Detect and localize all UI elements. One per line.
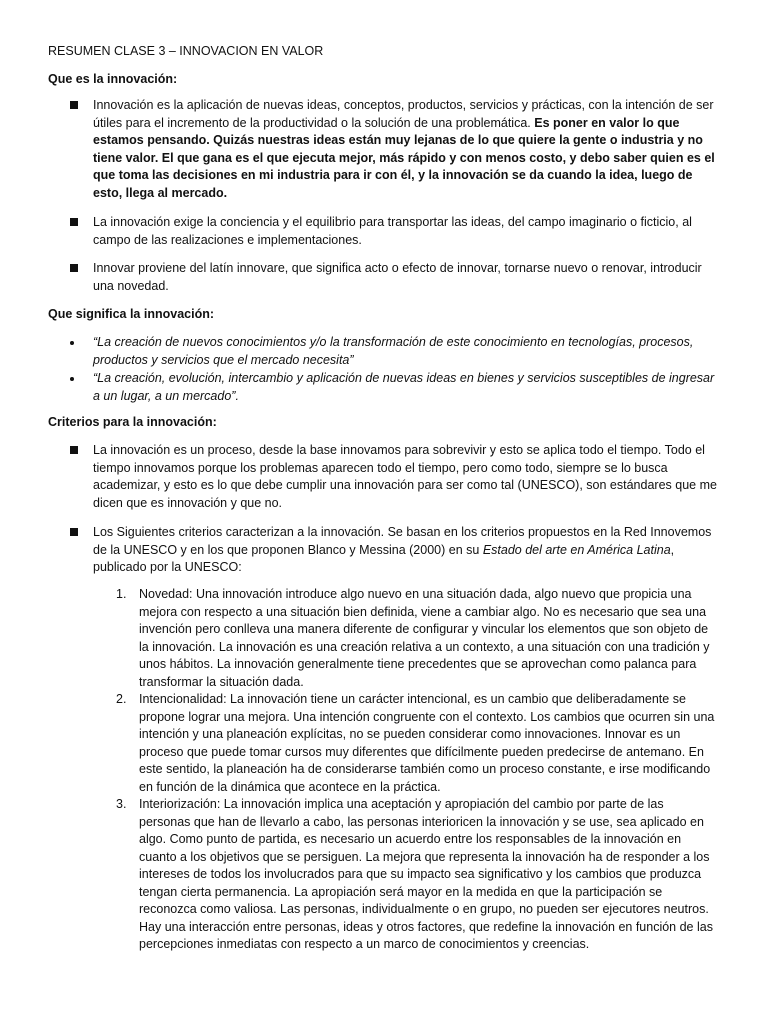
criterion-item (116, 691, 718, 796)
list-item (70, 97, 722, 202)
list-item-text: La innovación exige la conciencia y el equilibrio para transportar las ideas, del campo imaginario o ficticio, al campo de las realizaciones e implementaciones. (93, 215, 692, 247)
bullet-list-que-es (70, 97, 722, 306)
list-item (70, 442, 722, 512)
criterion-text: Interiorización: La innovación implica una aceptación y apropiación del cambio por parte de las personas que han de llevarlo a cabo, las personas interioricen la innovación y se use, sea aplicado en algo. Como punto de partida, es necesario un acuerdo entre los responsables de la innovación en cuanto a los objetivos que se persiguen. La mejora que representa la innovación ha de responder a los intereses de todos los involucrados para que su impacto sea significativo y los cambios que produzca tengan cierta permanencia. La apropiación será mayor en la medida en que la participación se reconozca como valiosa. Las personas, individualmente o en grupo, no pueden ser ejecutores neutros. Hay una interacción entre personas, ideas y otros factores, que redefine la innovación en función de las percepciones inmediatas con respecto a un marco de conocimientos y creencias. (139, 797, 713, 951)
quote-text: “La creación de nuevos conocimientos y/o la transformación de este conocimiento en tecnologías, procesos, productos y servicios que el mercado necesita” (93, 335, 694, 367)
square-bullet-icon (70, 264, 78, 272)
criterion-item (116, 796, 718, 954)
round-bullet-icon (70, 341, 74, 345)
square-bullet-icon (70, 218, 78, 226)
quote-list (70, 334, 722, 406)
list-item (70, 260, 722, 295)
list-item-text: Innovar proviene del latín innovare, que significa acto o efecto de innovar, tornarse nuevo o renovar, introducir una novedad. (93, 261, 702, 293)
document-title: RESUMEN CLASE 3 – INNOVACION EN VALOR (48, 44, 324, 58)
square-bullet-icon (70, 101, 78, 109)
quote-item (70, 370, 722, 405)
list-item (70, 524, 722, 577)
list-item-text: Innovación es la aplicación de nuevas ideas, conceptos, productos, servicios y prácticas, con la intención de ser útiles para el incremento de la productividad o la solución de una problemática. (93, 98, 714, 130)
square-bullet-icon (70, 446, 78, 454)
quote-item (70, 334, 722, 369)
criterion-item (116, 586, 718, 691)
criterion-number: 3. (116, 797, 127, 811)
criterion-number: 1. (116, 587, 127, 601)
round-bullet-icon (70, 377, 74, 381)
list-item-text: , publicado por la UNESCO: (93, 542, 675, 574)
list-item (70, 214, 722, 249)
square-bullet-icon (70, 528, 78, 536)
criteria-list (116, 586, 718, 954)
bullet-list-criterios (70, 442, 722, 588)
publication-title: Estado del arte en América Latina (482, 542, 671, 557)
criterion-text: Intencionalidad: La innovación tiene un carácter intencional, es un cambio que deliberadamente se propone lograr una mejora. Una intención congruente con el contexto. Los cambios que ocurren sin una intención y una planeación explícitas, no se pueden considerar como innovaciones. Innovar es un proceso que puede tomar cursos muy diferentes que difícilmente pueden predecirse de antemano. En este sentido, la planeación ha de considerarse también como un proceso constante, e irse modificando en función de la dinámica que acontece en la práctica. (139, 692, 715, 794)
section-heading-criterios: Criterios para la innovación: (48, 415, 217, 429)
quote-text: “La creación, evolución, intercambio y aplicación de nuevas ideas en bienes y servicios susceptibles de ingresar a un lugar, a un mercado”. (93, 371, 715, 403)
criterion-number: 2. (116, 692, 127, 706)
list-item-text: La innovación es un proceso, desde la base innovamos para sobrevivir y esto se aplica todo el tiempo. Todo el tiempo innovamos porque los problemas aparecen todo el tiempo, pero como todo, siempre se lo busca academizar, y esto es lo que debe cumplir una innovación para ser como tal (UNESCO), son estándares que me dicen que es innovación y que no. (93, 443, 717, 510)
section-heading-que-significa: Que significa la innovación: (48, 307, 215, 321)
criterion-text: Novedad: Una innovación introduce algo nuevo en una situación dada, algo nuevo que propicia una mejora con respecto a una situación bien definida, viene a cambiar algo. No es necesario que sea una invención pero conlleva una manera diferente de configurar y vincular los elementos que son objeto de la innovación. La innovación es una creación relativa a un contexto, a una situación con una tradición y unos hábitos. La innovación generalmente tiene precedentes que se aprovechan como palanca para transformar la situación dada. (139, 587, 710, 689)
section-heading-que-es: Que es la innovación: (48, 72, 178, 86)
list-item-bold-text: Es poner en valor lo que estamos pensando. Quizás nuestras ideas están muy lejanas de lo que quiere la gente o industria y no tiene valor. El que gana es el que ejecuta mejor, más rápido y con menos costo, y debo saber quien es el que toma las decisiones en mi industria para ir con él, y la innovación se da cuando la idea, luego de esto, llega al mercado. (93, 115, 715, 200)
list-item-text: Los Siguientes criterios caracterizan a la innovación. Se basan en los criterios propuestos en la Red Innovemos de la UNESCO y en los que proponen Blanco y Messina (2000) en su (93, 525, 712, 557)
